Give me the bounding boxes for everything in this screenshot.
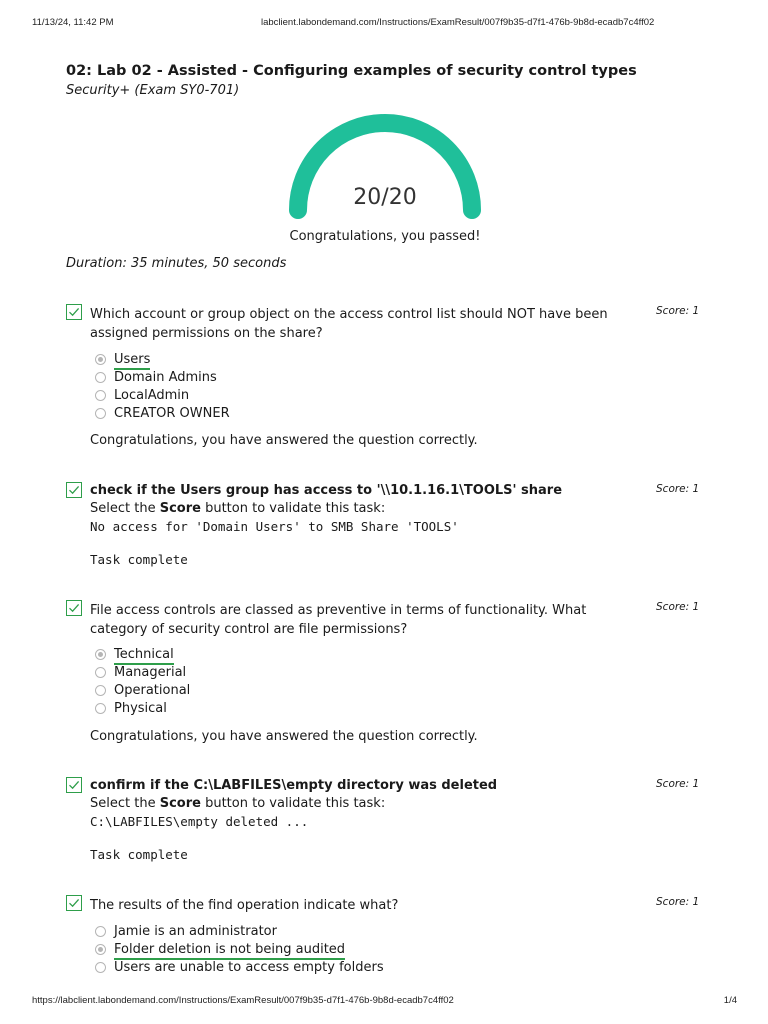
- answer-option-label: Users: [114, 351, 150, 370]
- task-item: [66, 777, 706, 867]
- question-item: [66, 895, 706, 980]
- checkmark-icon: [66, 482, 82, 498]
- item-score: Score: 1: [656, 601, 700, 613]
- answer-option-label: Domain Admins: [114, 370, 217, 385]
- radio-icon: [95, 390, 106, 401]
- task-item: [66, 482, 706, 572]
- task-instruction: [90, 796, 385, 811]
- score-button-reference: Score: [159, 501, 201, 516]
- task-output: C:\LABFILES\empty deleted ...: [90, 814, 309, 829]
- exam-title: 02: Lab 02 - Assisted - Configuring examples of security control types: [66, 63, 637, 79]
- answer-option-label: Users are unable to access empty folders: [114, 960, 384, 975]
- task-title: check if the Users group has access to '\\10.1.16.1\TOOLS' share: [90, 483, 563, 498]
- answer-feedback: Congratulations, you have answered the question correctly.: [90, 729, 478, 744]
- radio-icon: [95, 962, 106, 973]
- task-output: No access for 'Domain Users' to SMB Share 'TOOLS': [90, 519, 459, 534]
- task-title: confirm if the C:\LABFILES\empty directory was deleted: [90, 778, 498, 793]
- radio-icon: [95, 926, 106, 937]
- answer-option-label: Operational: [114, 683, 191, 698]
- radio-icon: [95, 667, 106, 678]
- page-number: 1/4: [723, 995, 737, 1006]
- task-status: Task complete: [90, 847, 188, 862]
- answer-option-label: Jamie is an administrator: [114, 924, 277, 939]
- pass-message: Congratulations, you passed!: [289, 229, 481, 244]
- radio-icon: [95, 408, 106, 419]
- score-button-reference: Score: [159, 796, 201, 811]
- task-instruction: [90, 501, 385, 516]
- radio-selected-icon: [95, 944, 106, 955]
- answer-option-label: LocalAdmin: [114, 388, 190, 403]
- exam-subtitle: Security+ (Exam SY0-701): [66, 83, 240, 98]
- answer-option-label: Technical: [114, 646, 174, 665]
- question-text: The results of the find operation indicate what?: [90, 898, 399, 913]
- radio-icon: [95, 685, 106, 696]
- radio-selected-icon: [95, 649, 106, 660]
- checkmark-icon: [66, 304, 82, 320]
- print-footer-url: https://labclient.labondemand.com/Instructions/ExamResult/007f9b35-d7f1-476b-9b8d-ecadb7c4ff02: [32, 995, 454, 1006]
- item-score: Score: 1: [656, 483, 700, 495]
- answer-option-label: CREATOR OWNER: [114, 406, 230, 421]
- answer-option-label: Managerial: [114, 665, 187, 680]
- answer-option-label: Physical: [114, 701, 167, 716]
- exam-duration: Duration: 35 minutes, 50 seconds: [66, 256, 287, 271]
- print-datetime: 11/13/24, 11:42 PM: [32, 17, 114, 28]
- item-score: Score: 1: [656, 778, 700, 790]
- question-item: [66, 304, 706, 454]
- checkmark-icon: [66, 777, 82, 793]
- print-url: labclient.labondemand.com/Instructions/ExamResult/007f9b35-d7f1-476b-9b8d-ecadb7c4ff02: [261, 17, 655, 28]
- radio-icon: [95, 372, 106, 383]
- item-score: Score: 1: [656, 305, 700, 317]
- task-status: Task complete: [90, 552, 188, 567]
- instruction-text: Select the: [90, 796, 160, 811]
- instruction-text: Select the: [90, 501, 160, 516]
- question-text: Which account or group object on the access control list should NOT have been assigned permissions on the share?: [90, 307, 608, 341]
- instruction-text: button to validate this task:: [200, 501, 386, 516]
- radio-selected-icon: [95, 354, 106, 365]
- question-text: File access controls are classed as preventive in terms of functionality. What category of security control are file permissions?: [90, 603, 587, 637]
- checkmark-icon: [66, 895, 82, 911]
- item-score: Score: 1: [656, 896, 700, 908]
- score-value: 20/20: [353, 185, 417, 210]
- answer-option-label: Folder deletion is not being audited: [114, 941, 345, 960]
- radio-icon: [95, 703, 106, 714]
- answer-feedback: Congratulations, you have answered the question correctly.: [90, 433, 478, 448]
- question-item: [66, 600, 706, 750]
- instruction-text: button to validate this task:: [200, 796, 386, 811]
- checkmark-icon: [66, 600, 82, 616]
